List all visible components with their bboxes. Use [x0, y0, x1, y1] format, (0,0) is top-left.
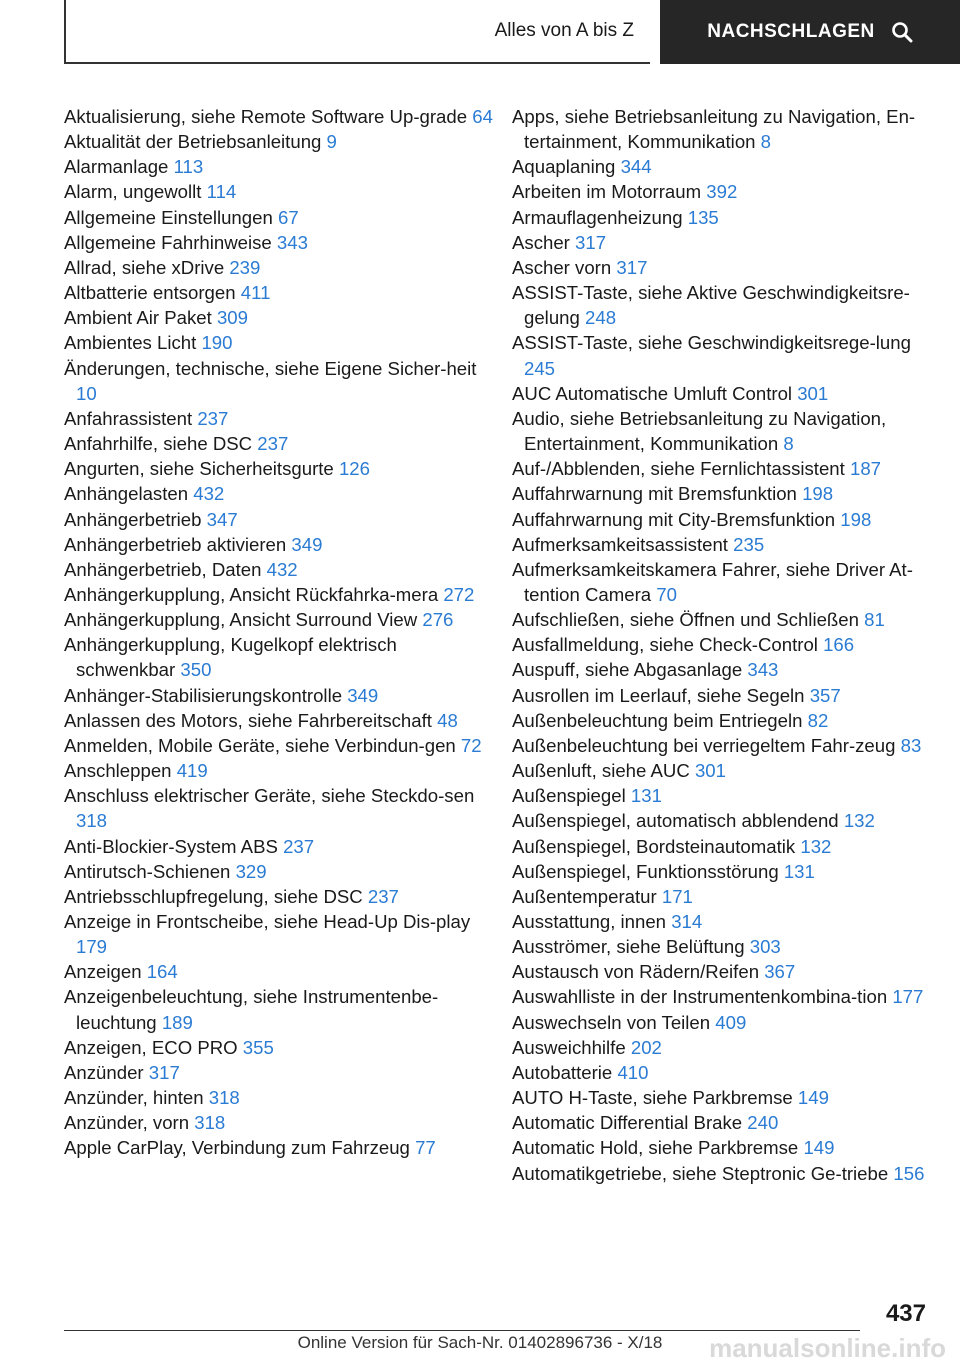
index-entry	[64, 959, 494, 984]
index-entry	[512, 934, 932, 959]
index-entry	[512, 507, 932, 532]
index-entry	[64, 909, 494, 959]
page-link[interactable]: 349	[347, 684, 379, 706]
index-entry-text: Alarm, ungewollt	[64, 181, 202, 203]
index-entry	[512, 808, 932, 833]
index-entry	[64, 683, 494, 708]
index-entry	[64, 154, 494, 179]
page-link[interactable]: 177	[892, 986, 924, 1008]
page-link[interactable]: 189	[161, 1011, 193, 1033]
index-column-right	[512, 104, 932, 1186]
page-link[interactable]: 48	[437, 709, 458, 731]
index-entry-text: Anzeigen, ECO PRO	[64, 1036, 238, 1058]
footer-text: Online Version für Sach-Nr. 01402896736 - X/18	[297, 1333, 663, 1352]
page-link[interactable]: 77	[415, 1137, 436, 1159]
page-link[interactable]: 114	[206, 181, 237, 203]
index-entry	[64, 733, 494, 758]
header-bottom-rule	[64, 62, 650, 64]
index-entry	[512, 1110, 932, 1135]
index-entry-text: ASSIST-Taste, siehe Aktive Geschwindigkeitsre-gelung	[512, 282, 910, 329]
index-entry-text: Allgemeine Fahrhinweise	[64, 231, 272, 253]
page-link[interactable]: 317	[616, 256, 648, 278]
index-entry-text: ASSIST-Taste, siehe Geschwindigkeitsrege-lung	[512, 332, 911, 354]
page-link[interactable]: 156	[893, 1162, 925, 1184]
page-link[interactable]: 357	[809, 684, 841, 706]
index-entry	[512, 783, 932, 808]
page-link[interactable]: 187	[849, 458, 882, 480]
page-link[interactable]: 149	[803, 1137, 835, 1159]
index-entry-text: Aufschließen, siehe Öffnen und Schließen	[512, 609, 859, 631]
page-link[interactable]: 343	[276, 231, 308, 253]
index-entry-text: Arbeiten im Motorraum	[512, 181, 702, 203]
index-entry	[512, 859, 932, 884]
index-entry	[64, 1110, 494, 1135]
index-entry-text: Anschleppen	[64, 760, 172, 782]
page-link[interactable]: 318	[76, 810, 108, 832]
index-entry	[64, 582, 494, 607]
index-entry	[64, 431, 494, 456]
index-entry	[512, 1060, 932, 1085]
index-entry	[64, 280, 494, 305]
index-entry-text: Außenspiegel	[512, 785, 626, 807]
index-entry-text: Allgemeine Einstellungen	[64, 206, 273, 228]
index-entry-text: Alarmanlage	[64, 156, 169, 178]
index-entry	[512, 1085, 932, 1110]
page-link[interactable]: 309	[216, 307, 248, 329]
page-link[interactable]: 113	[173, 156, 204, 178]
index-entry	[512, 657, 932, 682]
index-entry-text: Autobatterie	[512, 1061, 613, 1083]
index-entry-text: Auswechseln von Teilen	[512, 1011, 711, 1033]
page-link[interactable]: 67	[277, 206, 299, 228]
page-link[interactable]: 70	[656, 583, 677, 605]
page-link[interactable]: 344	[620, 156, 652, 178]
index-entry	[512, 708, 932, 733]
page-link[interactable]: 198	[802, 483, 834, 505]
index-entry	[64, 859, 494, 884]
page-link[interactable]: 164	[146, 961, 178, 983]
index-entry	[512, 1135, 932, 1160]
page-link[interactable]: 132	[843, 810, 875, 832]
page-link[interactable]: 10	[76, 382, 97, 404]
page-link[interactable]: 126	[338, 458, 370, 480]
index-entry	[64, 632, 494, 682]
index-entry-text: Auspuff, siehe Abgasanlage	[512, 659, 743, 681]
index-entry	[64, 758, 494, 783]
index-entry-text: Ausfallmeldung, siehe Check-Control	[512, 634, 818, 656]
index-column-left	[64, 104, 494, 1161]
page-link[interactable]: 171	[661, 885, 693, 907]
page-link[interactable]: 347	[206, 508, 238, 530]
footer-rule	[64, 1330, 860, 1331]
index-entry-text: Anhängerbetrieb	[64, 508, 202, 530]
page-link[interactable]: 237	[197, 407, 229, 429]
page-link[interactable]: 237	[283, 835, 315, 857]
page-link[interactable]: 245	[524, 357, 556, 379]
index-entry	[512, 406, 932, 456]
index-entry-text: Ascher	[512, 231, 570, 253]
index-entry-text: Anmelden, Mobile Geräte, siehe Verbindun-gen	[64, 734, 456, 756]
page-link[interactable]: 235	[733, 533, 765, 555]
page-link[interactable]: 349	[291, 533, 323, 555]
index-entry-text: Ambientes Licht	[64, 332, 197, 354]
page-link[interactable]: 248	[585, 307, 617, 329]
index-entry	[64, 557, 494, 582]
index-entry	[512, 330, 932, 380]
index-entry-text: Auffahrwarnung mit Bremsfunktion	[512, 483, 797, 505]
index-entry-text: Auffahrwarnung mit City-Bremsfunktion	[512, 508, 836, 530]
index-entry-text: Außenspiegel, Bordsteinautomatik	[512, 835, 796, 857]
index-entry	[64, 783, 494, 833]
index-entry-text: Anhängelasten	[64, 483, 189, 505]
index-entry-text: Anhängerkupplung, Ansicht Rückfahrka-mera	[64, 583, 439, 605]
page-link[interactable]: 83	[900, 734, 922, 756]
chapter-title: NACHSCHLAGEN	[707, 21, 875, 42]
index-entry-text: Automatikgetriebe, siehe Steptronic Ge-triebe	[512, 1162, 889, 1184]
index-entry	[64, 1085, 494, 1110]
index-entry	[64, 1135, 494, 1160]
page-link[interactable]: 8	[760, 131, 772, 153]
index-entry-text: Armauflagenheizung	[512, 206, 683, 228]
index-entry	[512, 1010, 932, 1035]
index-entry	[512, 456, 932, 481]
index-entry-text: Ausrollen im Leerlauf, siehe Segeln	[512, 684, 805, 706]
index-entry-text: Anzünder, hinten	[64, 1087, 204, 1109]
page-link[interactable]: 202	[630, 1036, 662, 1058]
page-link[interactable]: 64	[472, 106, 493, 127]
index-entry-text: Außenbeleuchtung bei verriegeltem Fahr-zeug	[512, 734, 896, 756]
index-entry-text: AUTO H-Taste, siehe Parkbremse	[512, 1087, 793, 1109]
index-entry-text: Altbatterie entsorgen	[64, 282, 236, 304]
index-entry	[512, 381, 932, 406]
index-entry-text: Anzeigenbeleuchtung, siehe Instrumentenbe-leuchtung	[64, 986, 439, 1033]
index-entry	[512, 834, 932, 859]
index-entry-text: Außenspiegel, Funktionsstörung	[512, 860, 779, 882]
page-link[interactable]: 131	[783, 860, 815, 882]
page-link[interactable]: 301	[694, 760, 726, 782]
page-link[interactable]: 432	[266, 558, 298, 580]
index-entry	[512, 758, 932, 783]
index-entry-text: Anzeige in Frontscheibe, siehe Head-Up Dis-play	[64, 911, 471, 932]
index-entry	[64, 607, 494, 632]
page-link[interactable]: 272	[443, 583, 475, 605]
index-entry	[512, 154, 932, 179]
index-entry-text: Auswahlliste in der Instrumentenkombina-tion	[512, 986, 888, 1008]
page-link[interactable]: 81	[864, 609, 885, 631]
page-link[interactable]: 190	[201, 332, 233, 354]
index-entry	[512, 1161, 932, 1186]
index-entry-text: Anzeigen	[64, 961, 142, 983]
index-entry	[512, 683, 932, 708]
page-link[interactable]: 343	[747, 659, 779, 681]
index-entry-text: Ausströmer, siehe Belüftung	[512, 936, 745, 958]
index-entry	[64, 179, 494, 204]
index-entry	[512, 733, 932, 758]
page-link[interactable]: 419	[176, 760, 208, 782]
index-entry-text: Allrad, siehe xDrive	[64, 256, 225, 278]
page-link[interactable]: 237	[367, 885, 399, 907]
index-entry-text: Anhängerbetrieb, Daten	[64, 558, 262, 580]
index-entry	[64, 305, 494, 330]
page-link[interactable]: 392	[706, 181, 738, 203]
page-link[interactable]: 82	[807, 709, 829, 731]
index-entry	[512, 532, 932, 557]
index-entry	[64, 330, 494, 355]
index-entry	[64, 532, 494, 557]
section-title: Alles von A bis Z	[494, 20, 634, 41]
index-entry-text: Außenbeleuchtung beim Entriegeln	[512, 709, 803, 731]
index-entry-text: Aufmerksamkeitskamera Fahrer, siehe Driver At-tention Camera	[512, 558, 913, 605]
index-entry-text: Antriebsschlupfregelung, siehe DSC	[64, 885, 363, 907]
index-entry	[512, 230, 932, 255]
index-entry-text: Anzünder	[64, 1061, 144, 1083]
page-link[interactable]: 276	[422, 609, 454, 631]
page-number: 437	[885, 1300, 926, 1327]
index-entry-text: Audio, siehe Betriebsanleitung zu Navigation, Entertainment, Kommunikation	[512, 407, 887, 455]
page-link[interactable]: 239	[229, 256, 261, 278]
index-entry-text: Anfahrhilfe, siehe DSC	[64, 433, 253, 455]
page-link[interactable]: 166	[823, 634, 855, 656]
page-link[interactable]: 317	[148, 1061, 180, 1083]
index-entry-text: Ascher vorn	[512, 256, 612, 278]
page-link[interactable]: 410	[617, 1061, 649, 1083]
index-entry-text: Auf-/Abblenden, siehe Fernlichtassistent	[512, 458, 845, 480]
index-entry-text: Anhängerkupplung, Ansicht Surround View	[64, 609, 418, 631]
watermark: manualsonline.info	[709, 1333, 946, 1363]
page-link[interactable]: 318	[194, 1112, 226, 1134]
index-entry	[512, 104, 932, 154]
index-entry	[512, 632, 932, 657]
index-entry-text: Ausweichhilfe	[512, 1036, 626, 1058]
index-entry-text: Apple CarPlay, Verbindung zum Fahrzeug	[64, 1137, 410, 1159]
index-entry	[512, 884, 932, 909]
page-link[interactable]: 149	[797, 1087, 829, 1109]
index-entry-text: Anhängerbetrieb aktivieren	[64, 533, 287, 555]
index-entry	[512, 959, 932, 984]
index-entry-text: Ausstattung, innen	[512, 911, 667, 932]
index-entry-text: Aktualisierung, siehe Remote Software Up-grade	[64, 106, 468, 127]
index-entry	[512, 280, 932, 330]
page-link[interactable]: 179	[76, 936, 108, 958]
index-entry	[64, 481, 494, 506]
page-link[interactable]: 411	[240, 282, 271, 304]
index-entry-text: Anschluss elektrischer Geräte, siehe Steckdo-sen	[64, 785, 475, 807]
index-entry	[512, 179, 932, 204]
page-link[interactable]: 198	[840, 508, 872, 530]
index-entry	[512, 607, 932, 632]
index-entry-text: Änderungen, technische, siehe Eigene Sicher-heit	[64, 357, 477, 379]
page-link[interactable]: 317	[575, 231, 607, 253]
index-entry	[64, 104, 494, 129]
page-link[interactable]: 240	[747, 1112, 779, 1134]
search-icon[interactable]	[891, 21, 913, 43]
index-entry	[512, 909, 932, 934]
index-entry-text: Anlassen des Motors, siehe Fahrbereitschaft	[64, 709, 432, 731]
page-link[interactable]: 303	[749, 936, 781, 958]
page-link[interactable]: 329	[235, 860, 267, 882]
index-entry	[64, 507, 494, 532]
index-entry-text: Angurten, siehe Sicherheitsgurte	[64, 458, 334, 480]
index-entry-text: Automatic Differential Brake	[512, 1112, 743, 1134]
index-entry-text: Außentemperatur	[512, 885, 657, 907]
index-entry-text: AUC Automatische Umluft Control	[512, 382, 793, 404]
index-entry-text: Anhänger-Stabilisierungskontrolle	[64, 684, 343, 706]
page-link[interactable]: 318	[208, 1087, 240, 1109]
index-entry-text: Austausch von Rädern/Reifen	[512, 961, 760, 983]
index-entry	[512, 1035, 932, 1060]
index-entry-text: Aktualität der Betriebsanleitung	[64, 131, 322, 153]
index-entry	[512, 481, 932, 506]
index-entry-text: Ambient Air Paket	[64, 307, 212, 329]
page-link[interactable]: 72	[460, 734, 482, 756]
index-entry-text: Antirutsch-Schienen	[64, 860, 231, 882]
index-entry	[64, 984, 494, 1034]
index-entry	[64, 406, 494, 431]
index-entry-text: Außenluft, siehe AUC	[512, 760, 690, 782]
page-link[interactable]: 432	[193, 483, 225, 505]
page-link[interactable]: 135	[687, 206, 719, 228]
index-entry	[64, 129, 494, 154]
index-entry	[64, 230, 494, 255]
page-link[interactable]: 355	[242, 1036, 274, 1058]
index-entry	[64, 356, 494, 406]
index-entry	[64, 456, 494, 481]
index-entry	[512, 255, 932, 280]
index-entry	[64, 884, 494, 909]
index-entry	[64, 1060, 494, 1085]
page-link[interactable]: 9	[326, 131, 337, 153]
index-entry-text: Automatic Hold, siehe Parkbremse	[512, 1137, 799, 1159]
index-entry-text: Aufmerksamkeitsassistent	[512, 533, 728, 555]
page-link[interactable]: 301	[797, 382, 829, 404]
index-entry	[64, 1035, 494, 1060]
index-entry	[64, 205, 494, 230]
page-link[interactable]: 314	[671, 911, 703, 932]
index-entry-text: Anti-Blockier-System ABS	[64, 835, 278, 857]
chapter-tab[interactable]	[660, 0, 960, 64]
page-link[interactable]: 237	[257, 433, 289, 455]
index-entry	[64, 255, 494, 280]
index-entry-text: Anhängerkupplung, Kugelkopf elektrisch schwenkbar	[64, 634, 397, 681]
page-link[interactable]: 131	[630, 785, 662, 807]
index-entry-text: Anzünder, vorn	[64, 1112, 190, 1134]
page-link[interactable]: 409	[715, 1011, 747, 1033]
page-link[interactable]: 132	[800, 835, 832, 857]
index-entry-text: Apps, siehe Betriebsanleitung zu Navigation, En-tertainment, Kommunikation	[512, 106, 916, 153]
index-entry	[512, 205, 932, 230]
index-entry	[64, 834, 494, 859]
index-entry	[512, 984, 932, 1009]
page-link[interactable]: 350	[180, 659, 212, 681]
index-entry-text: Anfahrassistent	[64, 407, 193, 429]
index-entry	[512, 557, 932, 607]
page-link[interactable]: 8	[783, 433, 794, 455]
page-link[interactable]: 367	[764, 961, 796, 983]
index-entry	[64, 708, 494, 733]
index-entry-text: Außenspiegel, automatisch abblendend	[512, 810, 839, 832]
index-entry-text: Aquaplaning	[512, 156, 616, 178]
